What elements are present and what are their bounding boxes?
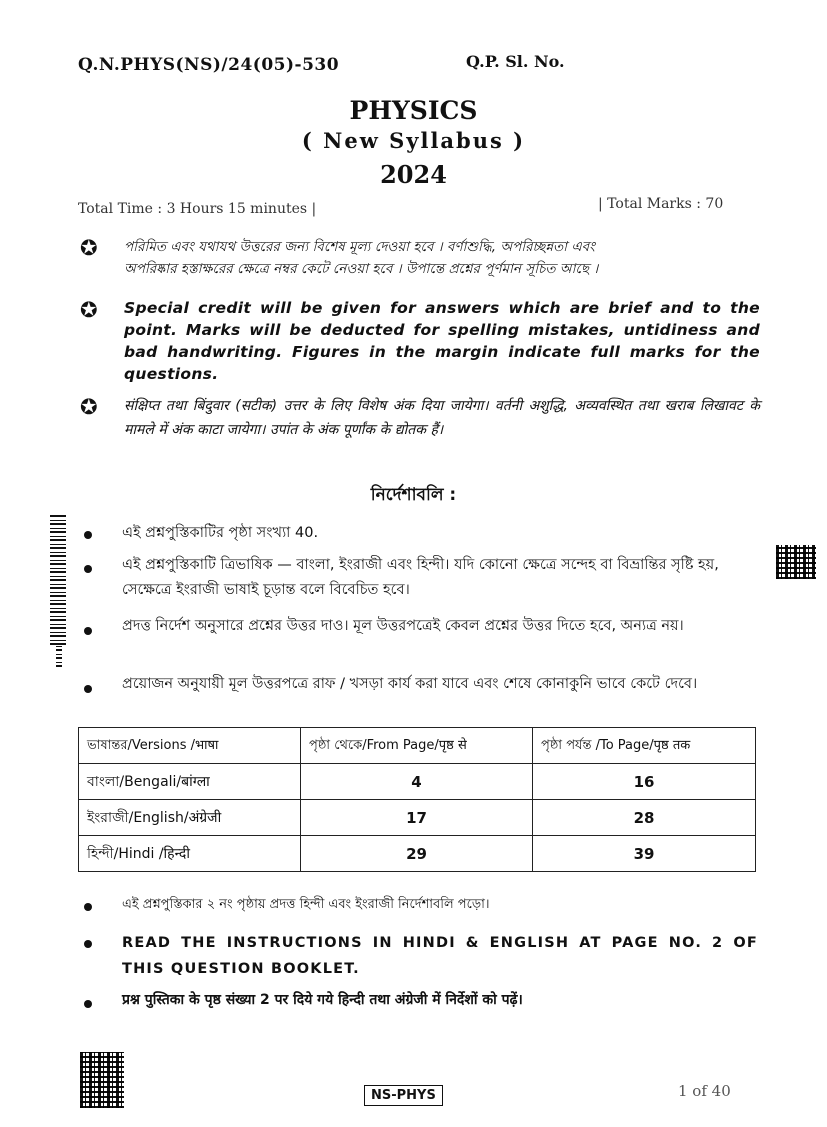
- instruction-item-4: প্রয়োজন অনুযায়ী মূল উত্তরপত্রে রাফ / খসড়া কার্য করা যাবে এবং শেষে কোনাকুনি ভাবে কেটে দেবে।: [122, 676, 698, 692]
- footer-note-english: READ THE INSTRUCTIONS IN HINDI & ENGLISH AT PAGE NO. 2 OF THIS QUESTION BOOKLET.: [122, 935, 758, 977]
- table-cell-from: 17: [301, 800, 533, 836]
- paper-code: Q.N.PHYS(NS)/24(05)-530: [78, 55, 340, 75]
- table-cell-version: ইংরাজী/English/अंग्रेजी: [79, 800, 301, 836]
- syllabus-label: ( New Syllabus ): [301, 128, 526, 153]
- qr-code-right: [776, 545, 816, 579]
- bullet-icon: [84, 685, 92, 693]
- note-hindi: संक्षिप्त तथा बिंदुवार (सटीक) उत्तर के लिए विशेष अंक दिया जायेगा। वर्तनी अशुद्धि, अव्यवस्थित तथा खराब लिखावट के मामले में अंक काटा जायेगा। उपांत के अंक पूर्णांक के द्योतक हैं।: [124, 398, 760, 438]
- bullet-icon: [84, 627, 92, 635]
- booklet-code: NS-PHYS: [364, 1085, 443, 1106]
- subject-title: PHYSICS: [349, 96, 478, 125]
- qr-code-bottom: [80, 1052, 124, 1108]
- table-header-cell: পৃষ্ঠা পর্যন্ত /To Page/पृष्ठ तक: [533, 728, 756, 764]
- table-cell-version: বাংলা/Bengali/बांग्ला: [79, 764, 301, 800]
- table-cell-from: 29: [301, 836, 533, 872]
- serial-number-label: Q.P. Sl. No.: [466, 52, 565, 71]
- total-time: Total Time : 3 Hours 15 minutes |: [78, 201, 317, 217]
- note-bengali-line2: অপরিষ্কার হস্তাক্ষরের ক্ষেত্রে নম্বর কেটে নেওয়া হবে । উপান্তে প্রশ্নের পূর্ণমান সূচিত আছে ।: [124, 261, 599, 277]
- instruction-item-3: প্রদত্ত নির্দেশ অনুসারে প্রশ্নের উত্তর দাও। মূল উত্তরপত্রেই কেবল প্রশ্নের উত্তর দিতে হবে, অন্যত্র নয়।: [122, 618, 684, 634]
- bullet-icon: [84, 940, 92, 948]
- table-cell-to: 16: [533, 764, 756, 800]
- table-header-cell: ভাষান্তর/Versions /भाषा: [79, 728, 301, 764]
- instructions-heading: নির্দেশাবলি :: [370, 485, 457, 505]
- exam-year: 2024: [380, 160, 447, 189]
- bullet-icon: [84, 531, 92, 539]
- note-bengali: [124, 236, 760, 280]
- instruction-item-2: এই প্রশ্নপুস্তিকাটি ত্রিভাষিক — বাংলা, ইংরাজী এবং হিন্দী। যদি কোনো ক্ষেত্রে সন্দেহ বা বিভ্রান্তির সৃষ্টি হয়, সেক্ষেত্রে ইংরাজী ভাষাই চূড়ান্ত বলে বিবেচিত হবে।: [122, 557, 719, 598]
- table-header-row: [79, 728, 756, 764]
- table-header-cell: পৃষ্ঠা থেকে/From Page/पृष्ठ से: [301, 728, 533, 764]
- table-cell-to: 28: [533, 800, 756, 836]
- table-cell-version: হিন্দী/Hindi /हिन्दी: [79, 836, 301, 872]
- table-cell-to: 39: [533, 836, 756, 872]
- total-marks: | Total Marks : 70: [598, 196, 724, 212]
- table-row: [79, 800, 756, 836]
- star-bullet-icon: ✪: [80, 395, 98, 419]
- footer-note-hindi: प्रश्न पुस्तिका के पृष्ठ संख्या 2 पर दिये गये हिन्दी तथा अंग्रेजी में निर्देशों को पढ़ें।: [122, 992, 523, 1008]
- star-bullet-icon: ✪: [80, 298, 98, 322]
- star-bullet-icon: ✪: [80, 236, 98, 260]
- instruction-item-1: এই প্রশ্নপুস্তিকাটির পৃষ্ঠা সংখ্যা 40.: [122, 525, 319, 541]
- note-bengali-line1: পরিমিত এবং যথাযথ উত্তরের জন্য বিশেষ মূল্য দেওয়া হবে । বর্ণাশুদ্ধি, অপরিচ্ছন্নতা এবং: [124, 239, 595, 255]
- versions-table: [78, 727, 756, 872]
- bullet-icon: [84, 565, 92, 573]
- table-cell-from: 4: [301, 764, 533, 800]
- side-barcode: [50, 515, 66, 645]
- page-number: 1 of 40: [678, 1082, 731, 1100]
- side-barcode-tail: [56, 645, 62, 667]
- table-row: [79, 836, 756, 872]
- footer-note-bengali: এই প্রশ্নপুস্তিকার ২ নং পৃষ্ঠায় প্রদত্ত হিন্দী এবং ইংরাজী নির্দেশাবলি পড়ো।: [122, 897, 490, 912]
- note-english: Special credit will be given for answers which are brief and to the point. Marks will be deducted for spelling mistakes, untidiness and bad handwriting. Figures in the margin indicate full marks for the questions.: [124, 299, 760, 383]
- bullet-icon: [84, 1000, 92, 1008]
- table-row: [79, 764, 756, 800]
- bullet-icon: [84, 903, 92, 911]
